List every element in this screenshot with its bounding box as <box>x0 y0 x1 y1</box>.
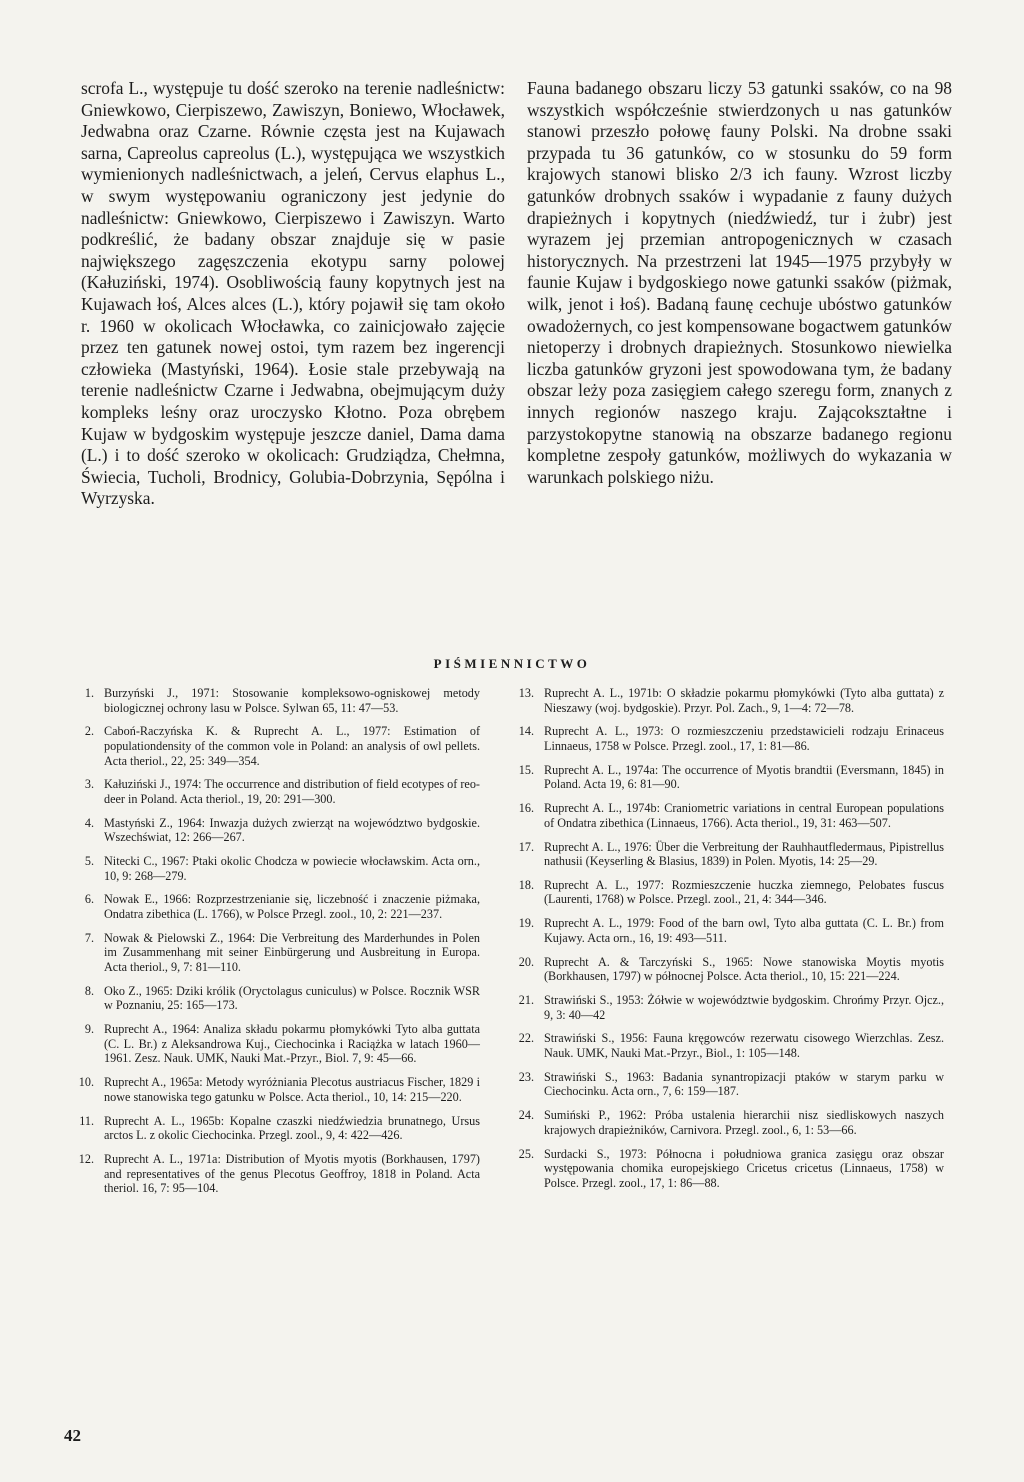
body-paragraph: scrofa L., występuje tu dość szeroko na terenie nadleśnictw: Gniewkowo, Cierpiszewo, Zawiszyn, Boniewo, Włocławek, Jedwabna oraz Czarne. Równie częsta jest na Kujawach sarna, Capreolus capreolus (L.), występująca we wszystkich wymienionych nadleśnictwach, a jeleń, Cervus elaphus L., w swym występowaniu ograniczony jest jedynie do nadleśnictw: Gniewkowo, Cierpiszewo i Zawiszyn. Warto podkreślić, że badany obszar znajduje się w pasie największego zagęszczenia ekotypu sarny polowej (Kałuziński, 1974). Osobliwością fauny kopytnych jest na Kujawach łoś, Alces alces (L.), który pojawił się tam około r. 1960 w okolicach Włocławka, co zainicjowało zajęcie przez ten gatunek nowej ostoi, tym razem bez ingerencji człowieka (Mastyński, 1964). Łosie stale przebywają na terenie nadleśnictw Czarne i Jedwabna, obejmującym duży kompleks leśny oraz uroczysko Kłotno. Poza obrębem Kujaw w bydgoskim występuje jeszcze daniel, Dama dama (L.) i to dość szeroko w okolicach: Grudziądza, Chełmna, Świecia, Tucholi, Brodnicy, Golubia-Dobrzynia, Sępólna i Wyrzyska. <box>81 78 505 509</box>
reference-number: 22. <box>518 1031 534 1046</box>
reference-item <box>72 1152 480 1196</box>
reference-text: Ruprecht A. L., 1971a: Distribution of Myotis myotis (Borkhausen, 1797) and representatives of the genus Plecotus Geoffroy, 1818 in Poland. Acta theriol. 16, 7: 95—104. <box>104 1151 480 1196</box>
reference-text: Ruprecht A. L., 1974b: Craniometric variations in central European populations of Ondatra zibethica (Linnaeus, 1766). Acta theriol., 19, 31: 463—507. <box>544 801 944 830</box>
reference-number: 9. <box>84 1022 94 1037</box>
reference-text: Nowak E., 1966: Rozprzestrzenianie się, liczebność i znaczenie piżmaka, Ondatra zibethica (L. 1766), w Polsce Przegl. zool., 10, 2: 221—237. <box>104 892 480 922</box>
reference-number: 6. <box>84 892 94 907</box>
reference-text: Sumiński P., 1962: Próba ustalenia hierarchii nisz siedliskowych naszych krajowych drapieżników, Carnivora. Przegl. zool., 6, 1: 53—66. <box>544 1108 944 1137</box>
references-column-right <box>512 686 944 1199</box>
reference-text: Oko Z., 1965: Dziki królik (Oryctolagus cuniculus) w Polsce. Rocznik WSR w Poznaniu, 25: 165—173. <box>104 983 480 1013</box>
reference-item <box>512 916 944 945</box>
reference-item <box>512 840 944 869</box>
reference-text: Ruprecht A. L., 1976: Über die Verbreitung der Rauhhautfledermaus, Pipistrellus nathusii (Keyserling & Blasius, 1839) in Polen. Myotis, 14: 25—29. <box>544 839 944 869</box>
reference-item <box>512 724 944 753</box>
reference-item <box>72 1114 480 1143</box>
reference-item <box>512 686 944 715</box>
reference-item <box>512 763 944 792</box>
reference-number: 10. <box>78 1075 94 1090</box>
reference-number: 18. <box>518 877 534 892</box>
references-heading: PIŚMIENNICTWO <box>433 656 591 671</box>
reference-number: 4. <box>84 815 94 830</box>
reference-text: Ruprecht A. & Tarczyński S., 1965: Nowe stanowiska Moytis myotis (Borkhausen, 1797) w północnej Polsce. Acta theriol., 10, 15: 221—224. <box>544 954 944 984</box>
reference-item <box>72 686 480 715</box>
reference-number: 15. <box>518 762 534 777</box>
reference-text: Strawiński S., 1963: Badania synantropizacji ptaków w starym parku w Ciechocinku. Acta orn., 7, 6: 159—187. <box>544 1069 944 1099</box>
reference-number: 24. <box>518 1108 534 1123</box>
reference-text: Nowak & Pielowski Z., 1964: Die Verbreitung des Marderhundes in Polen im Zusammenhang mit seiner Einbürgerung und Ausbreitung in Europa. Acta theriol., 9, 7: 81—110. <box>104 930 480 975</box>
reference-text: Nitecki C., 1967: Ptaki okolic Chodcza w powiecie włocławskim. Acta orn., 10, 9: 268—279. <box>104 854 480 883</box>
reference-item <box>72 1022 480 1066</box>
reference-text: Strawiński S., 1953: Żółwie w województwie bydgoskim. Chrońmy Przyr. Ojcz., 9, 3: 40—42 <box>544 993 944 1022</box>
reference-text: Ruprecht A. L., 1973: O rozmieszczeniu przedstawicieli rodzaju Erinaceus Linnaeus, 1758 w Polsce. Przegl. zool., 17, 1: 81—86. <box>544 724 944 753</box>
reference-number: 25. <box>518 1146 534 1161</box>
reference-number: 20. <box>518 954 534 969</box>
reference-number: 16. <box>518 801 534 816</box>
reference-number: 19. <box>518 916 534 931</box>
reference-number: 23. <box>518 1069 534 1084</box>
reference-text: Ruprecht A., 1965a: Metody wyróżniania Plecotus austriacus Fischer, 1829 i nowe stanowiska tego gatunku w Polsce. Acta theriol., 10, 14: 215—220. <box>104 1075 480 1104</box>
reference-item <box>72 777 480 806</box>
reference-text: Ruprecht A., 1964: Analiza składu pokarmu płomykówki Tyto alba guttata (C. L. Br.) z Aleksandrowa Kuj., Ciechocinka i Raciążka w latach 1960—1961. Zesz. Nauk. UMK, Nauki Mat.-Przyr., Biol. 7, 9: 45—66. <box>104 1022 480 1066</box>
reference-text: Mastyński Z., 1964: Inwazja dużych zwierząt na województwo bydgoskie. Wszechświat, 12: 266—267. <box>104 815 480 845</box>
reference-item <box>72 892 480 921</box>
reference-number: 7. <box>84 930 94 945</box>
reference-item <box>72 984 480 1013</box>
reference-text: Kałuziński J., 1974: The occurrence and distribution of field ecotypes of reo-deer in Poland. Acta theriol., 19, 20: 291—300. <box>104 777 480 806</box>
reference-item <box>512 1108 944 1137</box>
reference-text: Ruprecht A. L., 1977: Rozmieszczenie huczka ziemnego, Pelobates fuscus (Laurenti, 1768) w Polsce. Przegl. zool., 21, 4: 344—346. <box>544 877 944 907</box>
reference-text: Caboń-Raczyńska K. & Ruprecht A. L., 1977: Estimation of populationdensity of the common vole in Poland: an analysis of owl pellets. Acta theriol., 22, 25: 349—354. <box>104 724 480 768</box>
body-column-right <box>527 78 952 488</box>
reference-text: Ruprecht A. L., 1974a: The occurrence of Myotis brandtii (Eversmann, 1845) in Poland. Acta 19, 6: 81—90. <box>544 762 944 792</box>
reference-item <box>512 993 944 1022</box>
reference-item <box>512 1147 944 1191</box>
reference-number: 8. <box>84 983 94 998</box>
reference-number: 17. <box>518 839 534 854</box>
reference-item <box>512 878 944 907</box>
reference-number: 2. <box>84 724 94 739</box>
reference-text: Surdacki S., 1973: Północna i południowa granica zasięgu oraz obszar występowania chomika europejskiego Cricetus cricetus (Linnaeus, 1758) w Polsce. Przegl. zool., 17, 1: 86—88. <box>544 1146 944 1190</box>
reference-number: 12. <box>78 1151 94 1166</box>
reference-item <box>512 1031 944 1060</box>
reference-item <box>72 724 480 768</box>
reference-item <box>72 1075 480 1104</box>
page-number: 42 <box>64 1426 81 1445</box>
reference-number: 21. <box>518 993 534 1007</box>
reference-text: Ruprecht A. L., 1971b: O składzie pokarmu płomykówki (Tyto alba guttata) z Nieszawy (woj. bydgoskie). Przyr. Pol. Zach., 9, 1—4: 72—78. <box>544 686 944 715</box>
reference-text: Ruprecht A. L., 1965b: Kopalne czaszki niedźwiedzia brunatnego, Ursus arctos L. z okolic Ciechocinka. Przegl. zool., 9, 4: 422—426. <box>104 1113 480 1143</box>
reference-text: Ruprecht A. L., 1979: Food of the barn owl, Tyto alba guttata (C. L. Br.) from Kujawy. Acta orn., 16, 19: 493—511. <box>544 916 944 945</box>
reference-item <box>512 801 944 830</box>
body-paragraph: Fauna badanego obszaru liczy 53 gatunki ssaków, co na 98 wszystkich współcześnie stwierdzonych u nas gatunków stanowi przeszło połowę fauny Polski. Na drobne ssaki przypada tu 36 gatunków, co w stosunku do 59 form krajowych stanowi blisko 2/3 ich fauny. Wzrost liczby gatunków drobnych ssaków i wypadanie z fauny dużych drapieżnych i kopytnych (niedźwiedź, tur i żubr) jest wyrazem jej przemian antropogenicznych w czasach historycznych. Na przestrzeni lat 1945—1975 przybyły w faunie Kujaw i bydgoskiego nowe gatunki ssaków (piżmak, wilk, jenot i łoś). Badaną faunę cechuje ubóstwo gatunków owadożernych, co jest kompensowane bogactwem gatunków nietoperzy i drobnych drapieżnych. Stosunkowo niewielka liczba gatunków gryzoni jest spowodowana tym, że badany obszar leży poza zasięgiem całego szeregu form, znanych z innych regionów naszego kraju. Zającokształtne i parzystokopytne stanowią na obszarze badanego regionu kompletne zespoły gatunków, możliwych do wykazania w warunkach polskiego niżu. <box>527 78 952 487</box>
reference-number: 13. <box>518 686 534 700</box>
reference-number: 3. <box>84 777 94 792</box>
reference-item <box>512 1070 944 1099</box>
body-column-left <box>81 78 505 510</box>
references-list <box>512 686 944 1190</box>
reference-item <box>72 854 480 883</box>
references-list <box>72 686 480 1196</box>
reference-number: 11. <box>79 1113 94 1128</box>
reference-text: Burzyński J., 1971: Stosowanie kompleksowo-ogniskowej metody biologicznej ochrony lasu w Polsce. Sylwan 65, 11: 47—53. <box>104 686 480 715</box>
reference-item <box>512 955 944 984</box>
reference-item <box>72 931 480 975</box>
reference-number: 14. <box>518 724 534 739</box>
reference-number: 5. <box>84 854 94 869</box>
reference-number: 1. <box>84 686 94 700</box>
reference-text: Strawiński S., 1956: Fauna kręgowców rezerwatu cisowego Wierzchlas. Zesz. Nauk. UMK, Nauki Mat.-Przyr., Biol., 1: 105—148. <box>544 1031 944 1060</box>
references-column-left <box>72 686 480 1205</box>
reference-item <box>72 816 480 845</box>
